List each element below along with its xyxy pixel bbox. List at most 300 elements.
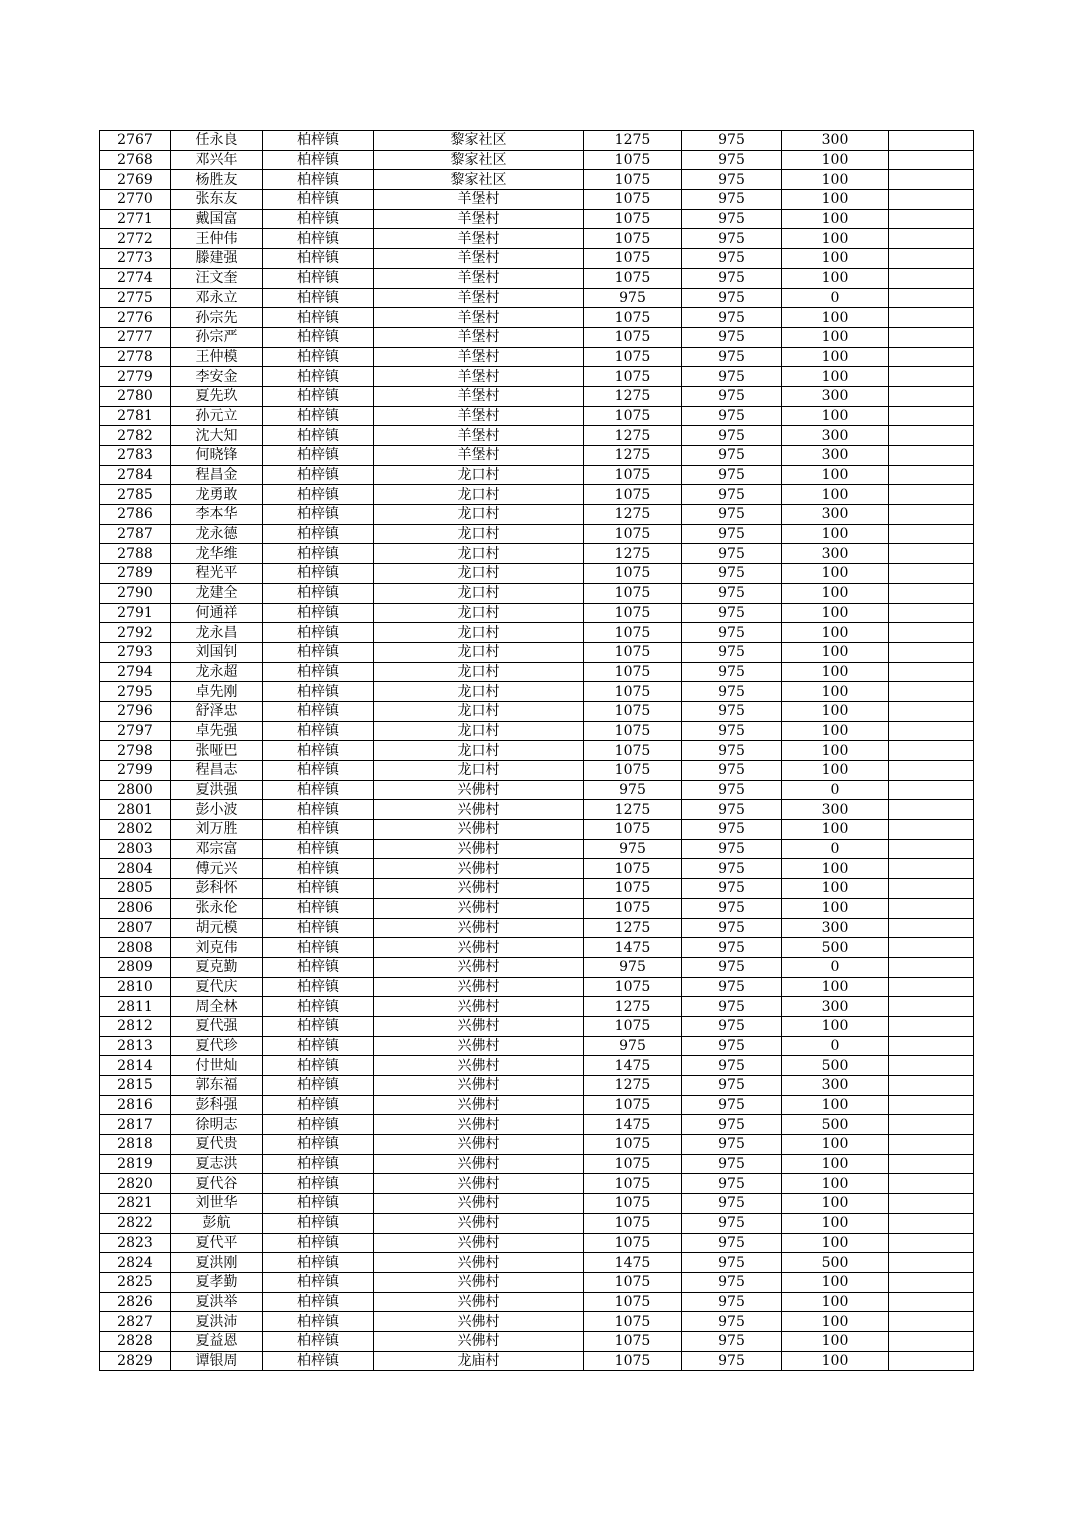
table-row — [100, 564, 974, 584]
remark-cell — [889, 150, 974, 170]
village-cell: 羊堡村 — [374, 249, 584, 269]
amount-base-cell: 975 — [682, 957, 782, 977]
table-row — [100, 1174, 974, 1194]
amount-difference-cell: 100 — [782, 1016, 889, 1036]
row-number-cell: 2827 — [100, 1312, 171, 1332]
amount-total-cell: 1075 — [584, 327, 682, 347]
row-number-cell: 2779 — [100, 367, 171, 387]
table-row — [100, 249, 974, 269]
table-row — [100, 1135, 974, 1155]
name-cell: 龙勇敢 — [171, 485, 263, 505]
amount-base-cell: 975 — [682, 406, 782, 426]
table-row — [100, 1213, 974, 1233]
town-cell: 柏梓镇 — [263, 800, 374, 820]
village-cell: 兴佛村 — [374, 1213, 584, 1233]
amount-difference-cell: 100 — [782, 761, 889, 781]
amount-total-cell: 975 — [584, 1036, 682, 1056]
town-cell: 柏梓镇 — [263, 229, 374, 249]
table-row — [100, 800, 974, 820]
table-row — [100, 741, 974, 761]
amount-total-cell: 1275 — [584, 997, 682, 1017]
amount-total-cell: 1075 — [584, 367, 682, 387]
amount-difference-cell: 100 — [782, 701, 889, 721]
table-row — [100, 682, 974, 702]
amount-base-cell: 975 — [682, 1174, 782, 1194]
amount-base-cell: 975 — [682, 268, 782, 288]
row-number-cell: 2796 — [100, 701, 171, 721]
amount-total-cell: 1075 — [584, 1213, 682, 1233]
village-cell: 兴佛村 — [374, 1115, 584, 1135]
amount-total-cell: 1475 — [584, 1056, 682, 1076]
amount-total-cell: 1075 — [584, 190, 682, 210]
amount-total-cell: 975 — [584, 288, 682, 308]
town-cell: 柏梓镇 — [263, 485, 374, 505]
table-row — [100, 1253, 974, 1273]
amount-total-cell: 1475 — [584, 1253, 682, 1273]
amount-base-cell: 975 — [682, 682, 782, 702]
remark-cell — [889, 1272, 974, 1292]
row-number-cell: 2811 — [100, 997, 171, 1017]
amount-difference-cell: 100 — [782, 603, 889, 623]
amount-base-cell: 975 — [682, 524, 782, 544]
remark-cell — [889, 288, 974, 308]
amount-base-cell: 975 — [682, 1272, 782, 1292]
amount-total-cell: 1075 — [584, 721, 682, 741]
remark-cell — [889, 229, 974, 249]
amount-total-cell: 1075 — [584, 268, 682, 288]
town-cell: 柏梓镇 — [263, 524, 374, 544]
village-cell: 羊堡村 — [374, 426, 584, 446]
name-cell: 任永良 — [171, 131, 263, 151]
remark-cell — [889, 564, 974, 584]
town-cell: 柏梓镇 — [263, 1331, 374, 1351]
amount-total-cell: 975 — [584, 780, 682, 800]
amount-total-cell: 1075 — [584, 820, 682, 840]
village-cell: 羊堡村 — [374, 268, 584, 288]
amount-base-cell: 975 — [682, 721, 782, 741]
table-row — [100, 1351, 974, 1371]
row-number-cell: 2777 — [100, 327, 171, 347]
amount-total-cell: 1075 — [584, 898, 682, 918]
village-cell: 兴佛村 — [374, 1174, 584, 1194]
town-cell: 柏梓镇 — [263, 761, 374, 781]
remark-cell — [889, 642, 974, 662]
amount-total-cell: 1075 — [584, 308, 682, 328]
name-cell: 夏代庆 — [171, 977, 263, 997]
table-row — [100, 1272, 974, 1292]
name-cell: 夏志洪 — [171, 1154, 263, 1174]
town-cell: 柏梓镇 — [263, 288, 374, 308]
table-row — [100, 1194, 974, 1214]
table-row — [100, 1016, 974, 1036]
row-number-cell: 2798 — [100, 741, 171, 761]
remark-cell — [889, 170, 974, 190]
town-cell: 柏梓镇 — [263, 662, 374, 682]
amount-total-cell: 1075 — [584, 859, 682, 879]
table-row — [100, 288, 974, 308]
amount-total-cell: 1075 — [584, 977, 682, 997]
row-number-cell: 2820 — [100, 1174, 171, 1194]
name-cell: 何通祥 — [171, 603, 263, 623]
remark-cell — [889, 1331, 974, 1351]
amount-difference-cell: 300 — [782, 997, 889, 1017]
town-cell: 柏梓镇 — [263, 268, 374, 288]
name-cell: 付世灿 — [171, 1056, 263, 1076]
remark-cell — [889, 327, 974, 347]
amount-total-cell: 1075 — [584, 150, 682, 170]
amount-difference-cell: 100 — [782, 406, 889, 426]
table-row — [100, 426, 974, 446]
row-number-cell: 2780 — [100, 386, 171, 406]
town-cell: 柏梓镇 — [263, 977, 374, 997]
remark-cell — [889, 268, 974, 288]
amount-difference-cell: 100 — [782, 1272, 889, 1292]
amount-difference-cell: 100 — [782, 524, 889, 544]
table-row — [100, 485, 974, 505]
town-cell: 柏梓镇 — [263, 583, 374, 603]
name-cell: 彭科强 — [171, 1095, 263, 1115]
remark-cell — [889, 820, 974, 840]
village-cell: 羊堡村 — [374, 446, 584, 466]
remark-cell — [889, 209, 974, 229]
amount-total-cell: 1075 — [584, 209, 682, 229]
town-cell: 柏梓镇 — [263, 938, 374, 958]
name-cell: 刘克伟 — [171, 938, 263, 958]
town-cell: 柏梓镇 — [263, 249, 374, 269]
amount-total-cell: 1075 — [584, 249, 682, 269]
remark-cell — [889, 879, 974, 899]
row-number-cell: 2823 — [100, 1233, 171, 1253]
table-row — [100, 879, 974, 899]
amount-total-cell: 1075 — [584, 564, 682, 584]
amount-total-cell: 1475 — [584, 1115, 682, 1135]
village-cell: 龙口村 — [374, 544, 584, 564]
name-cell: 龙永昌 — [171, 623, 263, 643]
remark-cell — [889, 505, 974, 525]
amount-base-cell: 975 — [682, 347, 782, 367]
amount-difference-cell: 300 — [782, 918, 889, 938]
name-cell: 程昌志 — [171, 761, 263, 781]
amount-base-cell: 975 — [682, 249, 782, 269]
table-row — [100, 308, 974, 328]
row-number-cell: 2803 — [100, 839, 171, 859]
village-cell: 龙口村 — [374, 465, 584, 485]
remark-cell — [889, 1154, 974, 1174]
town-cell: 柏梓镇 — [263, 1036, 374, 1056]
town-cell: 柏梓镇 — [263, 406, 374, 426]
amount-base-cell: 975 — [682, 1213, 782, 1233]
amount-difference-cell: 100 — [782, 564, 889, 584]
amount-difference-cell: 500 — [782, 938, 889, 958]
remark-cell — [889, 741, 974, 761]
amount-base-cell: 975 — [682, 426, 782, 446]
town-cell: 柏梓镇 — [263, 1095, 374, 1115]
village-cell: 兴佛村 — [374, 1233, 584, 1253]
row-number-cell: 2800 — [100, 780, 171, 800]
village-cell: 龙口村 — [374, 505, 584, 525]
table-row — [100, 209, 974, 229]
amount-base-cell: 975 — [682, 603, 782, 623]
amount-difference-cell: 100 — [782, 642, 889, 662]
amount-difference-cell: 100 — [782, 1154, 889, 1174]
amount-difference-cell: 100 — [782, 209, 889, 229]
amount-difference-cell: 0 — [782, 780, 889, 800]
town-cell: 柏梓镇 — [263, 741, 374, 761]
name-cell: 王仲模 — [171, 347, 263, 367]
name-cell: 张永伦 — [171, 898, 263, 918]
amount-base-cell: 975 — [682, 800, 782, 820]
table-row — [100, 859, 974, 879]
village-cell: 兴佛村 — [374, 898, 584, 918]
row-number-cell: 2825 — [100, 1272, 171, 1292]
row-number-cell: 2792 — [100, 623, 171, 643]
table-row — [100, 386, 974, 406]
name-cell: 夏孝勤 — [171, 1272, 263, 1292]
remark-cell — [889, 918, 974, 938]
amount-difference-cell: 100 — [782, 268, 889, 288]
village-cell: 兴佛村 — [374, 977, 584, 997]
table-row — [100, 131, 974, 151]
amount-base-cell: 975 — [682, 308, 782, 328]
village-cell: 羊堡村 — [374, 190, 584, 210]
amount-difference-cell: 100 — [782, 859, 889, 879]
amount-base-cell: 975 — [682, 583, 782, 603]
amount-base-cell: 975 — [682, 879, 782, 899]
row-number-cell: 2812 — [100, 1016, 171, 1036]
village-cell: 龙口村 — [374, 761, 584, 781]
village-cell: 兴佛村 — [374, 1292, 584, 1312]
town-cell: 柏梓镇 — [263, 603, 374, 623]
village-cell: 羊堡村 — [374, 308, 584, 328]
amount-base-cell: 975 — [682, 1095, 782, 1115]
amount-difference-cell: 0 — [782, 839, 889, 859]
table-row — [100, 505, 974, 525]
amount-difference-cell: 100 — [782, 347, 889, 367]
town-cell: 柏梓镇 — [263, 190, 374, 210]
name-cell: 刘世华 — [171, 1194, 263, 1214]
village-cell: 兴佛村 — [374, 1331, 584, 1351]
town-cell: 柏梓镇 — [263, 898, 374, 918]
amount-base-cell: 975 — [682, 1253, 782, 1273]
row-number-cell: 2802 — [100, 820, 171, 840]
town-cell: 柏梓镇 — [263, 701, 374, 721]
remark-cell — [889, 898, 974, 918]
name-cell: 胡元模 — [171, 918, 263, 938]
town-cell: 柏梓镇 — [263, 1213, 374, 1233]
amount-total-cell: 1275 — [584, 800, 682, 820]
table-row — [100, 1292, 974, 1312]
amount-difference-cell: 0 — [782, 288, 889, 308]
table-row — [100, 761, 974, 781]
village-cell: 兴佛村 — [374, 1016, 584, 1036]
row-number-cell: 2785 — [100, 485, 171, 505]
town-cell: 柏梓镇 — [263, 1135, 374, 1155]
amount-total-cell: 1075 — [584, 1194, 682, 1214]
row-number-cell: 2767 — [100, 131, 171, 151]
amount-total-cell: 1075 — [584, 741, 682, 761]
remark-cell — [889, 485, 974, 505]
town-cell: 柏梓镇 — [263, 150, 374, 170]
amount-total-cell: 1075 — [584, 1233, 682, 1253]
row-number-cell: 2772 — [100, 229, 171, 249]
name-cell: 夏益恩 — [171, 1331, 263, 1351]
amount-difference-cell: 100 — [782, 583, 889, 603]
amount-difference-cell: 100 — [782, 190, 889, 210]
amount-difference-cell: 100 — [782, 1233, 889, 1253]
amount-base-cell: 975 — [682, 190, 782, 210]
name-cell: 邓宗富 — [171, 839, 263, 859]
row-number-cell: 2782 — [100, 426, 171, 446]
town-cell: 柏梓镇 — [263, 879, 374, 899]
row-number-cell: 2826 — [100, 1292, 171, 1312]
town-cell: 柏梓镇 — [263, 682, 374, 702]
amount-difference-cell: 300 — [782, 1076, 889, 1096]
remark-cell — [889, 1135, 974, 1155]
table-row — [100, 347, 974, 367]
table-row — [100, 997, 974, 1017]
row-number-cell: 2819 — [100, 1154, 171, 1174]
table-row — [100, 170, 974, 190]
amount-base-cell: 975 — [682, 701, 782, 721]
amount-total-cell: 1075 — [584, 1095, 682, 1115]
row-number-cell: 2799 — [100, 761, 171, 781]
name-cell: 李安金 — [171, 367, 263, 387]
name-cell: 夏代强 — [171, 1016, 263, 1036]
village-cell: 兴佛村 — [374, 1312, 584, 1332]
remark-cell — [889, 406, 974, 426]
amount-base-cell: 975 — [682, 1292, 782, 1312]
table-row — [100, 524, 974, 544]
remark-cell — [889, 721, 974, 741]
amount-difference-cell: 0 — [782, 957, 889, 977]
amount-total-cell: 1275 — [584, 1076, 682, 1096]
remark-cell — [889, 446, 974, 466]
remark-cell — [889, 1233, 974, 1253]
village-cell: 羊堡村 — [374, 288, 584, 308]
town-cell: 柏梓镇 — [263, 623, 374, 643]
remark-cell — [889, 839, 974, 859]
town-cell: 柏梓镇 — [263, 308, 374, 328]
table-row — [100, 1115, 974, 1135]
remark-cell — [889, 938, 974, 958]
town-cell: 柏梓镇 — [263, 1154, 374, 1174]
amount-total-cell: 1075 — [584, 170, 682, 190]
amount-total-cell: 1075 — [584, 583, 682, 603]
amount-difference-cell: 100 — [782, 327, 889, 347]
remark-cell — [889, 583, 974, 603]
table-row — [100, 190, 974, 210]
table-row — [100, 603, 974, 623]
amount-base-cell: 975 — [682, 859, 782, 879]
row-number-cell: 2775 — [100, 288, 171, 308]
village-cell: 兴佛村 — [374, 938, 584, 958]
remark-cell — [889, 249, 974, 269]
table-row — [100, 268, 974, 288]
amount-base-cell: 975 — [682, 662, 782, 682]
table-row — [100, 662, 974, 682]
table-row — [100, 839, 974, 859]
town-cell: 柏梓镇 — [263, 1076, 374, 1096]
row-number-cell: 2809 — [100, 957, 171, 977]
remark-cell — [889, 761, 974, 781]
village-cell: 羊堡村 — [374, 327, 584, 347]
amount-difference-cell: 300 — [782, 800, 889, 820]
town-cell: 柏梓镇 — [263, 1292, 374, 1312]
remark-cell — [889, 1076, 974, 1096]
amount-base-cell: 975 — [682, 780, 782, 800]
amount-difference-cell: 300 — [782, 446, 889, 466]
village-cell: 龙口村 — [374, 485, 584, 505]
amount-difference-cell: 300 — [782, 544, 889, 564]
amount-total-cell: 1475 — [584, 938, 682, 958]
row-number-cell: 2795 — [100, 682, 171, 702]
town-cell: 柏梓镇 — [263, 1253, 374, 1273]
amount-total-cell: 1075 — [584, 761, 682, 781]
name-cell: 夏代贵 — [171, 1135, 263, 1155]
village-cell: 兴佛村 — [374, 1135, 584, 1155]
amount-difference-cell: 100 — [782, 977, 889, 997]
name-cell: 彭航 — [171, 1213, 263, 1233]
amount-total-cell: 1075 — [584, 485, 682, 505]
amount-base-cell: 975 — [682, 564, 782, 584]
amount-base-cell: 975 — [682, 1233, 782, 1253]
name-cell: 龙永超 — [171, 662, 263, 682]
table-row — [100, 938, 974, 958]
name-cell: 夏克勤 — [171, 957, 263, 977]
amount-total-cell: 1275 — [584, 426, 682, 446]
name-cell: 卓先强 — [171, 721, 263, 741]
amount-difference-cell: 300 — [782, 505, 889, 525]
amount-base-cell: 975 — [682, 544, 782, 564]
row-number-cell: 2776 — [100, 308, 171, 328]
remark-cell — [889, 1056, 974, 1076]
row-number-cell: 2793 — [100, 642, 171, 662]
village-cell: 龙口村 — [374, 603, 584, 623]
table-row — [100, 465, 974, 485]
remark-cell — [889, 701, 974, 721]
village-cell: 黎家社区 — [374, 131, 584, 151]
amount-total-cell: 1075 — [584, 642, 682, 662]
remark-cell — [889, 957, 974, 977]
remark-cell — [889, 131, 974, 151]
name-cell: 汪文奎 — [171, 268, 263, 288]
village-cell: 羊堡村 — [374, 406, 584, 426]
table-row — [100, 327, 974, 347]
row-number-cell: 2789 — [100, 564, 171, 584]
remark-cell — [889, 386, 974, 406]
amount-total-cell: 1275 — [584, 544, 682, 564]
row-number-cell: 2797 — [100, 721, 171, 741]
village-cell: 黎家社区 — [374, 170, 584, 190]
name-cell: 龙永德 — [171, 524, 263, 544]
remark-cell — [889, 859, 974, 879]
remark-cell — [889, 308, 974, 328]
row-number-cell: 2783 — [100, 446, 171, 466]
name-cell: 杨胜友 — [171, 170, 263, 190]
remark-cell — [889, 367, 974, 387]
amount-base-cell: 975 — [682, 485, 782, 505]
amount-difference-cell: 100 — [782, 879, 889, 899]
village-cell: 羊堡村 — [374, 209, 584, 229]
row-number-cell: 2817 — [100, 1115, 171, 1135]
amount-base-cell: 975 — [682, 839, 782, 859]
amount-difference-cell: 100 — [782, 1095, 889, 1115]
village-cell: 龙口村 — [374, 662, 584, 682]
amount-difference-cell: 500 — [782, 1253, 889, 1273]
village-cell: 兴佛村 — [374, 1036, 584, 1056]
amount-base-cell: 975 — [682, 1331, 782, 1351]
row-number-cell: 2816 — [100, 1095, 171, 1115]
